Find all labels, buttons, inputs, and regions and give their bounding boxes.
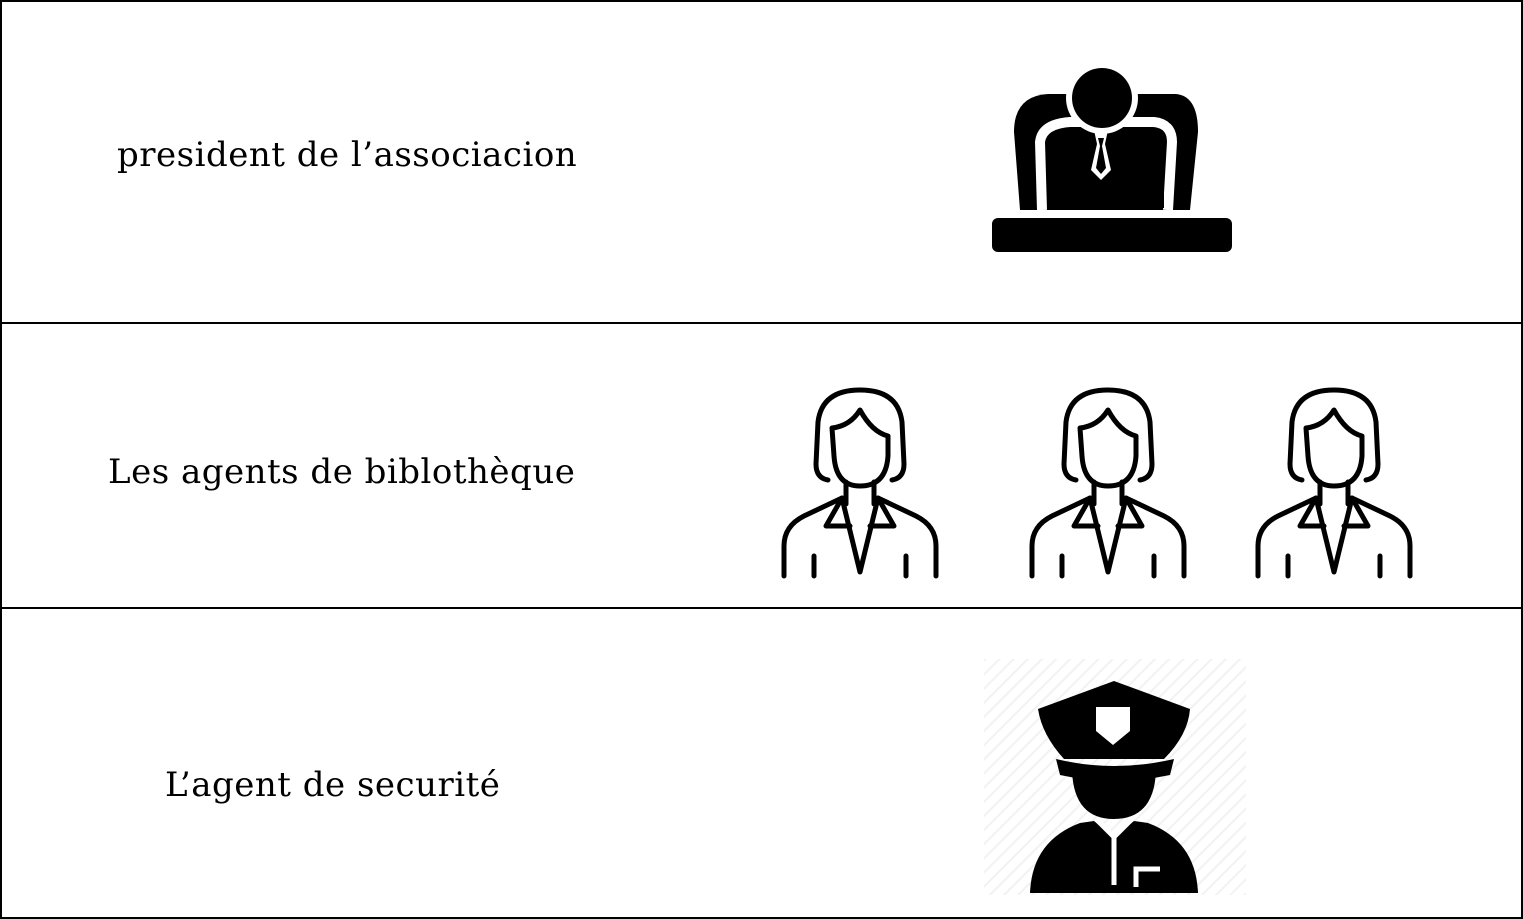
president-at-desk-icon <box>990 72 1234 256</box>
row-label-security-agent: L’agent de securité <box>165 765 501 805</box>
row-security-agent <box>2 609 1521 917</box>
female-agent-icon <box>780 386 942 578</box>
female-agent-icon <box>1028 386 1190 578</box>
female-agent-icon <box>1254 386 1416 578</box>
row-library-agents <box>2 324 1521 607</box>
row-president <box>2 2 1521 322</box>
row-label-library-agents: Les agents de biblothèque <box>108 452 576 492</box>
security-guard-icon <box>984 659 1246 895</box>
row-label-president: president de l’associacion <box>117 135 578 175</box>
